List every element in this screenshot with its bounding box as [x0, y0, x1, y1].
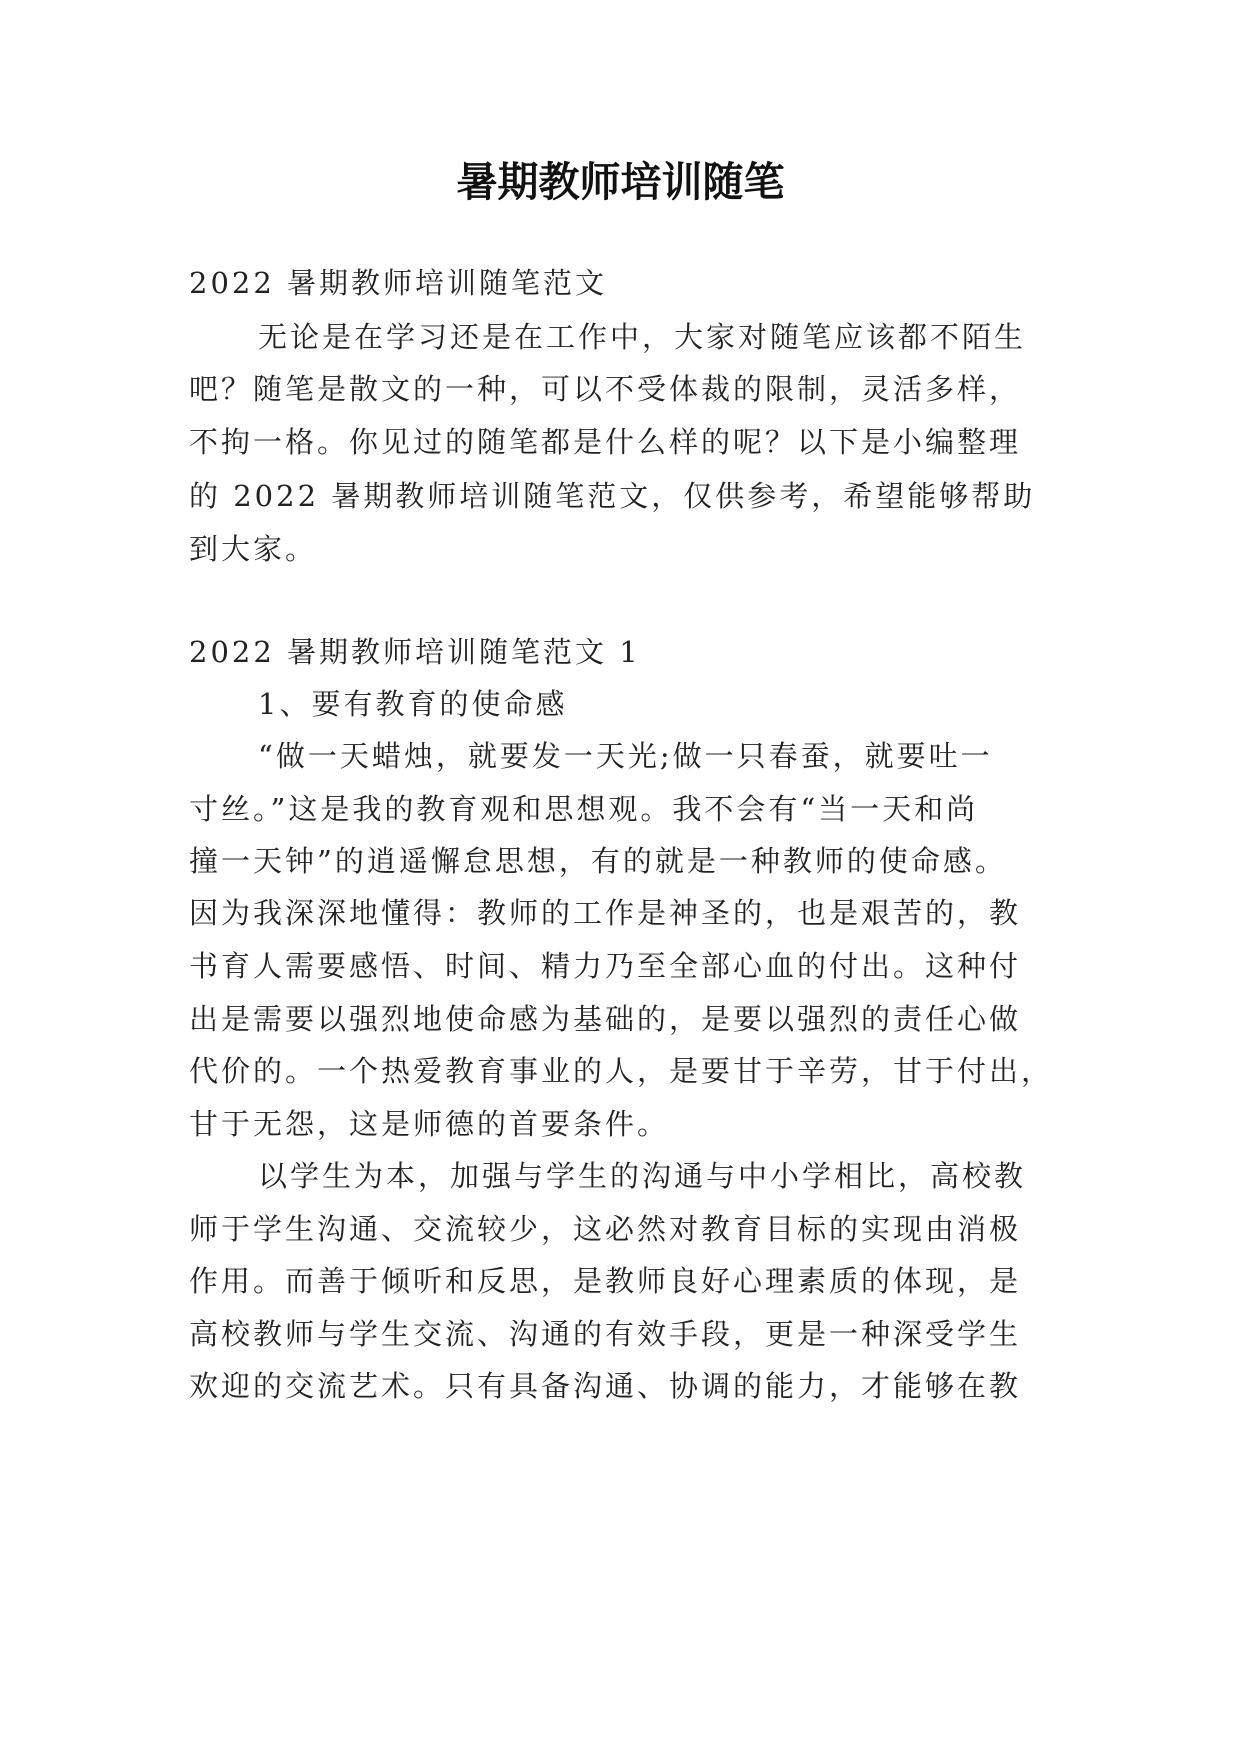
- paragraph-line: 以学生为本，加强与学生的沟通与中小学相比，高校教: [258, 1159, 1027, 1193]
- intro-line: 吧？随笔是散文的一种，可以不受体裁的限制，灵活多样，: [189, 372, 1022, 406]
- paragraph-line: 高校教师与学生交流、沟通的有效手段，更是一种深受学生: [189, 1317, 1022, 1351]
- paragraph-line: 撞一天钟”的逍遥懈怠思想，有的就是一种教师的使命感。: [189, 844, 1007, 878]
- intro-line: 到大家。: [189, 532, 318, 566]
- paragraph-line: 寸丝。”这是我的教育观和思想观。我不会有“当一天和尚: [189, 792, 979, 826]
- paragraph-line: 代价的。一个热爱教育事业的人，是要甘于辛劳，甘于付出，: [189, 1054, 1054, 1088]
- paragraph-line: 师于学生沟通、交流较少，这必然对教育目标的实现由消极: [189, 1212, 1022, 1246]
- paragraph-line: 出是需要以强烈地使命感为基础的，是要以强烈的责任心做: [189, 1002, 1022, 1036]
- paragraph-line: 欢迎的交流艺术。只有具备沟通、协调的能力，才能够在教: [189, 1369, 1022, 1403]
- intro-line: 不拘一格。你见过的随笔都是什么样的呢？以下是小编整理: [189, 425, 1022, 459]
- paragraph-line: 书育人需要感悟、时间、精力乃至全部心血的付出。这种付: [189, 949, 1022, 983]
- section-heading: 2022 暑期教师培训随笔范文: [189, 266, 608, 300]
- essay-heading: 2022 暑期教师培训随笔范文 1: [189, 635, 641, 669]
- intro-line: 无论是在学习还是在工作中，大家对随笔应该都不陌生: [258, 320, 1027, 354]
- document-title: 暑期教师培训随笔: [456, 158, 785, 206]
- paragraph-line: 甘于无怨，这是师德的首要条件。: [189, 1107, 670, 1141]
- subheading: 1、要有教育的使命感: [258, 687, 568, 721]
- paragraph-line: 作用。而善于倾听和反思，是教师良好心理素质的体现，是: [189, 1264, 1022, 1298]
- intro-line: 的 2022 暑期教师培训随笔范文，仅供参考，希望能够帮助: [189, 479, 1036, 513]
- paragraph-line: “做一天蜡烛，就要发一天光;做一只春蚕，就要吐一: [258, 739, 993, 773]
- paragraph-line: 因为我深深地懂得：教师的工作是神圣的，也是艰苦的，教: [189, 896, 1022, 930]
